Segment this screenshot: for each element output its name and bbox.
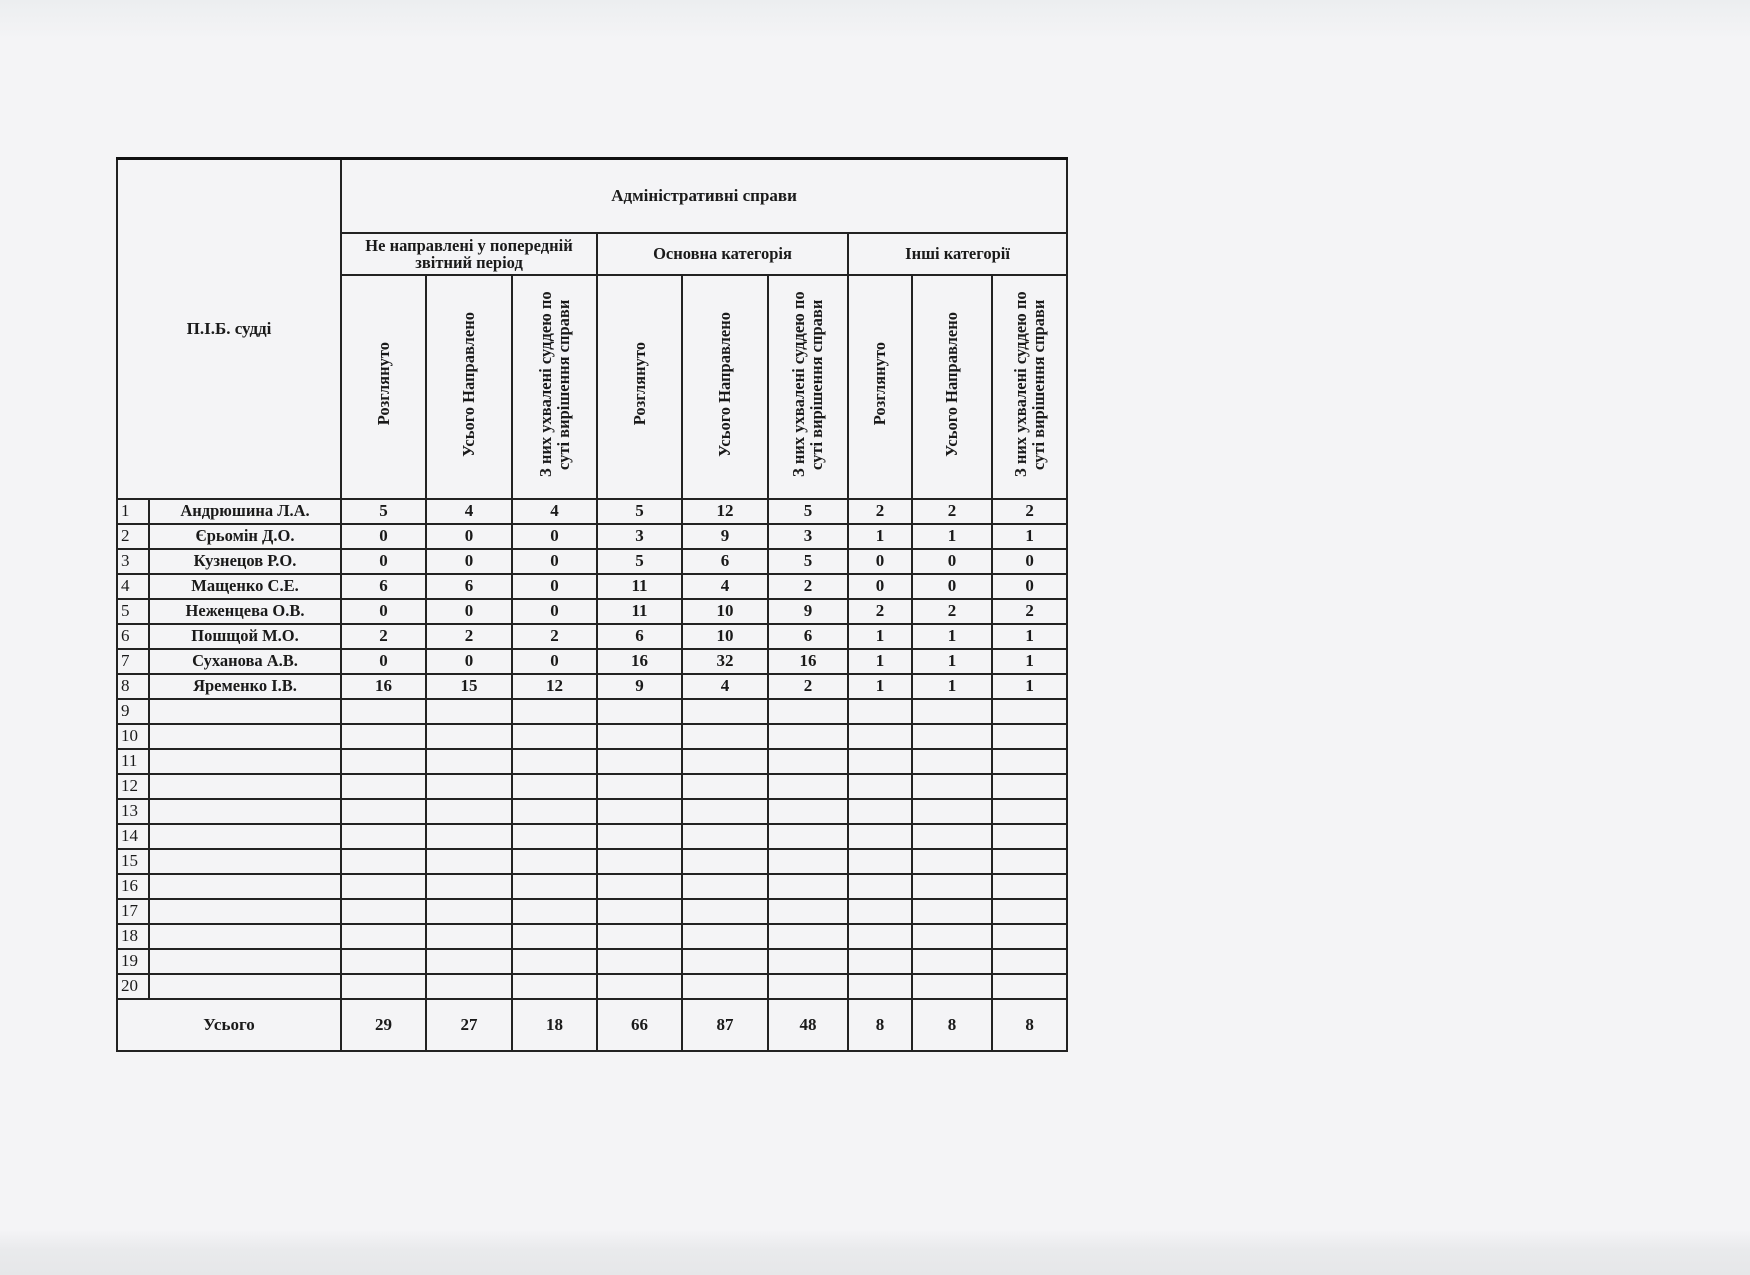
table-cell [912,874,992,899]
table-cell [597,749,682,774]
total-value: 8 [992,999,1067,1051]
table-cell: 1 [848,624,912,649]
table-cell [912,699,992,724]
table-row [117,724,1067,749]
judge-name [149,849,341,874]
table-cell [992,874,1067,899]
table-cell: 0 [848,549,912,574]
table-row [117,524,1067,549]
table-cell [512,949,597,974]
table-cell [992,974,1067,999]
subcolumn-header: Усього Направлено [912,275,992,499]
total-label: Усього [117,999,341,1051]
table-cell [426,699,512,724]
row-number: 7 [117,649,149,674]
row-number: 17 [117,899,149,924]
table-cell [341,824,426,849]
table-cell: 2 [768,674,848,699]
table-row [117,874,1067,899]
row-number: 6 [117,624,149,649]
table-cell: 15 [426,674,512,699]
table-cell [992,699,1067,724]
total-value: 29 [341,999,426,1051]
table-cell: 0 [992,549,1067,574]
table-row [117,974,1067,999]
table-cell: 2 [912,599,992,624]
table-cell [426,799,512,824]
table-cell [597,699,682,724]
total-value: 87 [682,999,768,1051]
table-cell: 0 [512,524,597,549]
table-cell: 0 [426,549,512,574]
table-cell: 11 [597,574,682,599]
table-row [117,599,1067,624]
subcolumn-header: Розглянуто [341,275,426,499]
table-cell [912,724,992,749]
table-cell [848,749,912,774]
table-cell [512,974,597,999]
table-cell: 2 [341,624,426,649]
table-cell: 10 [682,624,768,649]
table-cell [848,774,912,799]
judge-name [149,824,341,849]
table-cell [768,774,848,799]
table-cell [992,949,1067,974]
table-cell [682,699,768,724]
judge-name [149,749,341,774]
row-number: 14 [117,824,149,849]
table-cell [848,699,912,724]
table-row [117,649,1067,674]
table-cell: 2 [848,599,912,624]
table-cell [597,949,682,974]
row-number: 13 [117,799,149,824]
table-cell: 0 [426,649,512,674]
table-cell: 2 [992,599,1067,624]
row-number: 8 [117,674,149,699]
table-cell [992,724,1067,749]
table-cell: 5 [597,499,682,524]
table-row [117,549,1067,574]
row-number: 9 [117,699,149,724]
row-number: 4 [117,574,149,599]
total-value: 18 [512,999,597,1051]
judge-name [149,899,341,924]
table-row [117,899,1067,924]
table-cell [341,749,426,774]
judge-name [149,724,341,749]
judge-name [149,874,341,899]
table-cell [682,724,768,749]
table-cell: 2 [768,574,848,599]
table-cell [426,874,512,899]
subcolumn-header: Усього Направлено [682,275,768,499]
table-row [117,674,1067,699]
table-cell [912,824,992,849]
table-cell: 0 [912,574,992,599]
table-cell: 6 [682,549,768,574]
table-cell: 6 [768,624,848,649]
total-value: 8 [848,999,912,1051]
table-cell [848,899,912,924]
table-cell [682,824,768,849]
table-cell [912,949,992,974]
table-cell [912,774,992,799]
table-cell [512,849,597,874]
table-cell: 0 [512,649,597,674]
table-cell: 4 [512,499,597,524]
table-cell: 32 [682,649,768,674]
table-cell [426,774,512,799]
table-cell [682,974,768,999]
table-cell [848,874,912,899]
table-cell: 1 [848,649,912,674]
table-row [117,949,1067,974]
table-cell: 0 [848,574,912,599]
total-value: 66 [597,999,682,1051]
table-cell: 2 [992,499,1067,524]
table-cell [768,699,848,724]
table-cell: 12 [682,499,768,524]
table-cell [848,724,912,749]
table-cell: 12 [512,674,597,699]
table-cell [597,924,682,949]
subcolumn-header: З них ухвалені суддею по суті вирішення справи [992,275,1067,499]
table-cell [912,749,992,774]
table-cell [768,799,848,824]
group-header-main-category: Основна категорія [597,233,848,275]
table-cell [597,874,682,899]
judge-name: Пошщой М.О. [149,624,341,649]
table-cell: 4 [682,574,768,599]
table-cell [597,899,682,924]
row-number: 16 [117,874,149,899]
group-header-other-categories: Інші категорії [848,233,1067,275]
table-cell [682,899,768,924]
table-cell [341,849,426,874]
subcolumn-header: З них ухвалені суддею по суті вирішення справи [512,275,597,499]
table-cell: 1 [848,674,912,699]
table-cell: 1 [992,524,1067,549]
table-cell [426,974,512,999]
table-row [117,799,1067,824]
table-row [117,774,1067,799]
table-cell [992,799,1067,824]
judges-statistics-table [116,157,1068,1052]
row-number: 3 [117,549,149,574]
table-cell: 0 [992,574,1067,599]
table-cell [512,924,597,949]
table-cell [992,924,1067,949]
judge-name: Суханова А.В. [149,649,341,674]
table-cell [768,749,848,774]
table-cell: 1 [912,524,992,549]
table-row [117,499,1067,524]
table-cell [341,699,426,724]
row-number: 10 [117,724,149,749]
table-cell [682,774,768,799]
table-cell [912,799,992,824]
table-cell: 2 [512,624,597,649]
table-cell [682,799,768,824]
table-cell [992,749,1067,774]
table-cell [682,874,768,899]
table-cell [848,799,912,824]
table-cell: 5 [597,549,682,574]
table-cell [992,824,1067,849]
table-cell [848,924,912,949]
row-number: 1 [117,499,149,524]
table-cell: 0 [341,599,426,624]
row-number: 15 [117,849,149,874]
row-number: 11 [117,749,149,774]
table-cell [597,849,682,874]
table-cell [426,724,512,749]
table-cell [848,974,912,999]
table-cell [597,824,682,849]
table-cell: 5 [768,549,848,574]
table-cell [992,899,1067,924]
table-cell [341,924,426,949]
table-cell [912,974,992,999]
table-cell [912,924,992,949]
judge-name [149,699,341,724]
row-number: 5 [117,599,149,624]
total-value: 27 [426,999,512,1051]
row-number: 20 [117,974,149,999]
table-cell [768,899,848,924]
table-cell: 16 [768,649,848,674]
table-cell [768,724,848,749]
table-cell: 9 [682,524,768,549]
table-body [117,499,1067,999]
table-cell: 5 [341,499,426,524]
table-cell [848,949,912,974]
table-cell [426,924,512,949]
table-cell [426,849,512,874]
table-cell: 0 [512,574,597,599]
table-cell: 4 [426,499,512,524]
table-cell [512,899,597,924]
table-cell [597,724,682,749]
table-cell [768,824,848,849]
subcolumn-header: Розглянуто [848,275,912,499]
table-cell [341,774,426,799]
table-row [117,574,1067,599]
judge-name: Єрьомін Д.О. [149,524,341,549]
judge-name [149,924,341,949]
table-cell [768,974,848,999]
table-cell [512,774,597,799]
subcolumn-header: Розглянуто [597,275,682,499]
table-cell: 3 [597,524,682,549]
table-cell: 0 [341,549,426,574]
judge-name: Мащенко С.Е. [149,574,341,599]
table-cell: 2 [912,499,992,524]
table-cell: 0 [912,549,992,574]
judge-name: Неженцева О.В. [149,599,341,624]
table-cell: 6 [426,574,512,599]
table-cell: 0 [341,649,426,674]
table-cell [682,749,768,774]
table-cell [682,924,768,949]
table-cell [341,974,426,999]
table-cell: 2 [848,499,912,524]
table-cell: 0 [426,524,512,549]
table-cell: 0 [512,599,597,624]
table-cell [341,949,426,974]
table-cell [597,974,682,999]
table-cell [912,849,992,874]
total-row [117,999,1067,1051]
table-cell [768,849,848,874]
table-cell: 1 [992,649,1067,674]
table-cell: 1 [912,674,992,699]
table-cell: 10 [682,599,768,624]
table-cell [848,824,912,849]
table-cell: 2 [426,624,512,649]
table-cell: 1 [848,524,912,549]
pib-header: П.І.Б. судді [117,159,341,499]
table-cell: 1 [992,674,1067,699]
judge-name [149,774,341,799]
table-cell: 5 [768,499,848,524]
table-cell: 0 [426,599,512,624]
table-row [117,824,1067,849]
row-number: 2 [117,524,149,549]
judge-name: Яременко І.В. [149,674,341,699]
section-title: Адміністративні справи [341,159,1067,233]
total-value: 48 [768,999,848,1051]
table-cell [768,924,848,949]
table-cell: 9 [768,599,848,624]
table-cell: 6 [597,624,682,649]
table-cell: 16 [341,674,426,699]
table-cell [768,874,848,899]
table-cell [341,799,426,824]
table-cell [597,774,682,799]
table-cell [682,849,768,874]
table-cell [426,749,512,774]
table-row [117,699,1067,724]
table-cell [512,824,597,849]
row-number: 12 [117,774,149,799]
table-cell [512,699,597,724]
table-row [117,749,1067,774]
subcolumn-header: Усього Направлено [426,275,512,499]
table-cell [682,949,768,974]
table-cell: 1 [992,624,1067,649]
table-cell [768,949,848,974]
table-cell [848,849,912,874]
header-row-section [117,159,1067,233]
table-row [117,849,1067,874]
table-cell: 1 [912,624,992,649]
table-row [117,924,1067,949]
judge-name: Андрюшина Л.А. [149,499,341,524]
table-cell [341,874,426,899]
table-cell [992,849,1067,874]
table-cell [341,899,426,924]
table-cell: 0 [341,524,426,549]
table-row [117,624,1067,649]
judge-name [149,974,341,999]
table-cell [512,874,597,899]
row-number: 19 [117,949,149,974]
total-value: 8 [912,999,992,1051]
judge-name: Кузнецов Р.О. [149,549,341,574]
group-header-not-sent: Не направлені у попередній звітний період [341,233,597,275]
table-cell: 3 [768,524,848,549]
judge-name [149,949,341,974]
subcolumn-header: З них ухвалені суддею по суті вирішення справи [768,275,848,499]
table-cell [597,799,682,824]
table-cell [341,724,426,749]
table-cell [992,774,1067,799]
table-cell: 11 [597,599,682,624]
table-cell [426,824,512,849]
table-cell [512,749,597,774]
table-cell: 9 [597,674,682,699]
table-cell [512,799,597,824]
table-cell [426,949,512,974]
table-cell: 6 [341,574,426,599]
table-cell: 4 [682,674,768,699]
table-cell [426,899,512,924]
table-cell: 1 [912,649,992,674]
table-cell: 0 [512,549,597,574]
judge-name [149,799,341,824]
row-number: 18 [117,924,149,949]
table-cell [512,724,597,749]
table-cell [912,899,992,924]
table-cell: 16 [597,649,682,674]
